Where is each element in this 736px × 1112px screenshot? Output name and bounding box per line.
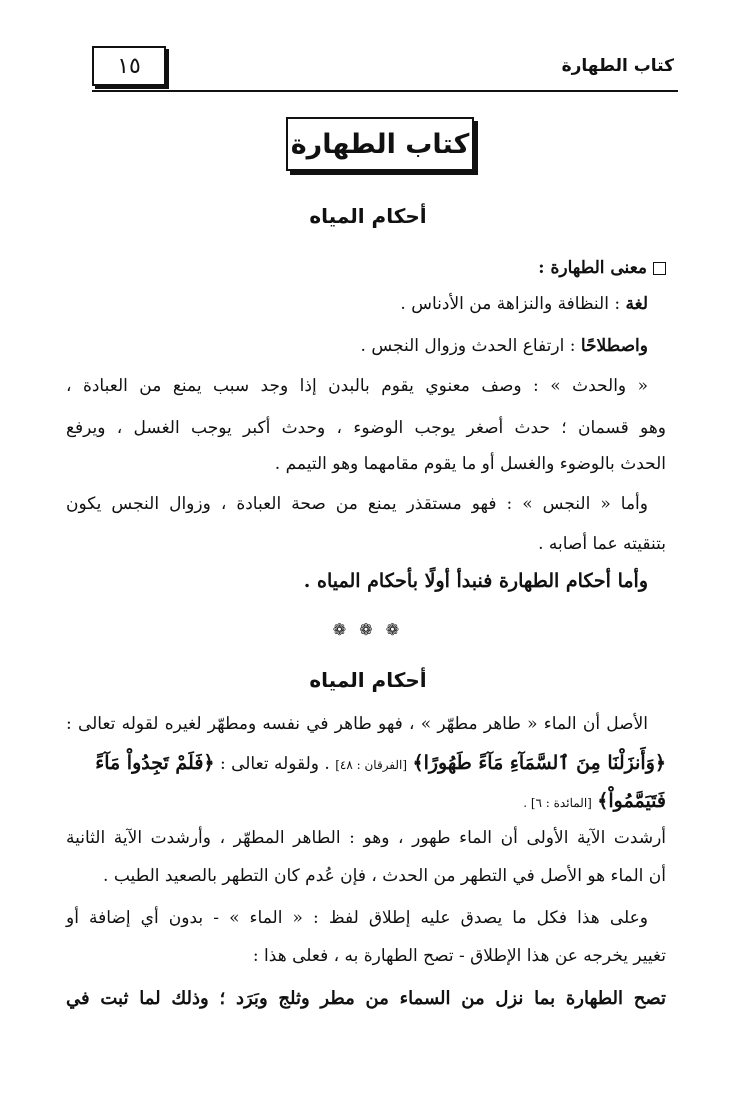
ornament-divider: ❁ ❁ ❁	[332, 620, 404, 639]
najas-line-1: وأما « النجس » : فهو مستقذر يمنع من صحة العبادة ، وزوال النجس يكون	[66, 494, 648, 514]
hadath-line-2: وهو قسمان ؛ حدث أصغر يوجب الوضوء ، وحدث أكبر يوجب الغسل ، ويرفع	[66, 418, 666, 438]
quran-ref-2: [المائدة : ٦] .	[523, 796, 592, 810]
running-title: كتاب الطهارة	[561, 56, 674, 76]
page-number-box	[92, 46, 166, 86]
istilah-label: واصطلاحًا	[580, 336, 648, 356]
hadath-line-1: « والحدث » : وصف معنوي يقوم بالبدن إذا وجد سبب يمنع من العبادة ،	[66, 376, 648, 396]
body-p1-line-2-rest: . ولقوله تعالى :	[219, 754, 330, 774]
lugha-text: : النظافة والنزاهة من الأدناس .	[400, 294, 626, 314]
hadath-line-3: الحدث بالوضوء والغسل أو ما يقوم مقامهما وهو التيمم .	[274, 454, 666, 474]
quran-verse-2-start: ﴿فَلَمْ تَجِدُواْ مَآءً	[95, 752, 215, 774]
meaning-heading-line	[66, 260, 666, 277]
book-title: كتاب الطهارة	[290, 128, 470, 160]
body-p2-line-1: أرشدت الآية الأولى أن الماء طهور ، وهو : الطاهر المطهّر ، وأرشدت الآية الثانية	[66, 828, 666, 848]
istilah-line	[66, 338, 648, 355]
section-title-1: أحكام المياه	[309, 204, 427, 228]
meaning-heading: معنى الطهارة :	[538, 258, 647, 278]
body-p3-line-1: وعلى هذا فكل ما يصدق عليه إطلاق لفظ : « الماء » - بدون أي إضافة أو	[66, 908, 648, 928]
body-p2-line-2: أن الماء هو الأصل في التطهر من الحدث ، فإن عُدم كان التطهر بالصعيد الطيب .	[103, 866, 666, 886]
page-number: ١٥	[117, 53, 141, 79]
body-p4-line-1: تصح الطهارة بما نزل من السماء من مطر وثلج وبَرَد ؛ وذلك لما ثبت في	[66, 988, 666, 1009]
najas-line-2: بتنقيته عما أصابه .	[538, 534, 666, 554]
header-rule	[92, 90, 678, 92]
body-p1-line-2	[66, 754, 666, 773]
checkbox-bullet-icon	[653, 262, 666, 275]
quran-ref-1: [الفرقان : ٤٨]	[335, 758, 408, 772]
section-title-2: أحكام المياه	[309, 668, 427, 692]
body-p3-line-2: تغيير يخرجه عن هذا الإطلاق - تصح الطهارة به ، فعلى هذا :	[252, 946, 666, 966]
body-p1-line-1: الأصل أن الماء « طاهر مطهّر » ، فهو طاهر في نفسه ومطهّر لغيره لقوله تعالى :	[66, 714, 648, 734]
quran-verse-1: ﴿وَأَنزَلْنَا مِنَ ٱلسَّمَآءِ مَآءً طَهُورًا﴾	[412, 752, 666, 774]
lugha-label: لغة	[625, 294, 648, 314]
body-p1-line-3	[66, 792, 666, 811]
lugha-line	[66, 296, 648, 313]
quran-verse-2-end: فَتَيَمَّمُواْ﴾	[597, 790, 666, 812]
book-title-box	[286, 117, 474, 171]
istilah-text: : ارتفاع الحدث وزوال النجس .	[360, 336, 581, 356]
intro-bold-line: وأما أحكام الطهارة فنبدأ أولًا بأحكام المياه .	[303, 570, 648, 592]
